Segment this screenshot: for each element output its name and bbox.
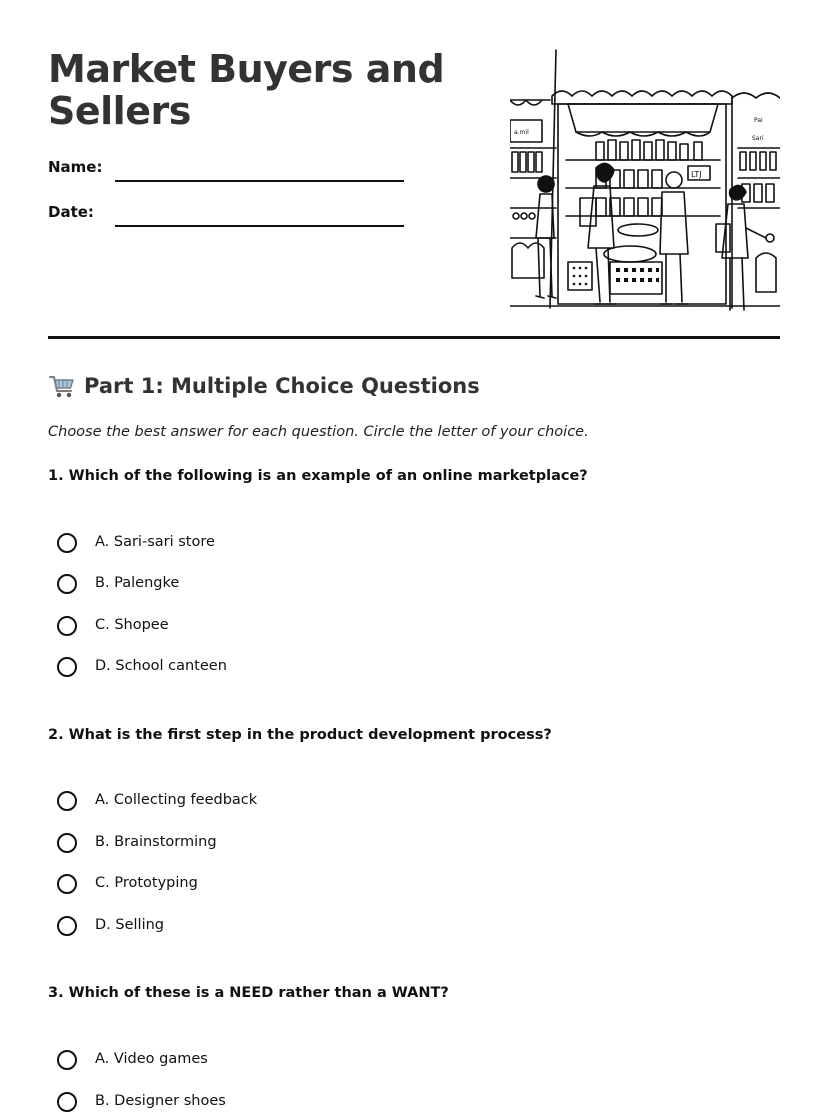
radio-circle-icon[interactable]	[57, 533, 77, 553]
svg-text:Sari: Sari	[752, 135, 764, 142]
option-a[interactable]	[57, 1049, 457, 1075]
worksheet-page	[48, 0, 780, 1118]
radio-circle-icon[interactable]	[57, 916, 77, 936]
svg-text:a.mil: a.mil	[514, 129, 529, 136]
option-label: A. Sari-sari store	[95, 534, 215, 550]
section-title-text: Part 1: Multiple Choice Questions	[84, 374, 480, 398]
option-c[interactable]	[57, 615, 457, 641]
option-label: C. Prototyping	[95, 875, 198, 891]
radio-circle-icon[interactable]	[57, 833, 77, 853]
name-line[interactable]	[115, 180, 404, 182]
option-a[interactable]	[57, 532, 457, 558]
radio-circle-icon[interactable]	[57, 874, 77, 894]
name-label: Name:	[48, 158, 103, 176]
svg-text:LTJ: LTJ	[691, 170, 702, 179]
option-d[interactable]	[57, 915, 457, 941]
option-b[interactable]	[57, 832, 457, 858]
header-divider	[48, 336, 780, 339]
radio-circle-icon[interactable]	[57, 574, 77, 594]
option-label: A. Collecting feedback	[95, 792, 258, 808]
name-field	[48, 158, 408, 188]
worksheet-header	[48, 0, 780, 340]
option-c[interactable]	[57, 873, 457, 899]
option-label: B. Brainstorming	[95, 834, 217, 850]
option-d[interactable]	[57, 656, 457, 682]
svg-text:Pai: Pai	[754, 117, 763, 124]
radio-circle-icon[interactable]	[57, 657, 77, 677]
question-text: 3. Which of these is a NEED rather than a WANT?	[48, 985, 449, 1001]
option-label: B. Designer shoes	[95, 1093, 226, 1109]
question-text: 1. Which of the following is an example of an online marketplace?	[48, 468, 588, 484]
radio-circle-icon[interactable]	[57, 1092, 77, 1112]
date-line[interactable]	[115, 225, 404, 227]
option-label: D. School canteen	[95, 658, 227, 674]
option-a[interactable]	[57, 790, 457, 816]
section-heading	[48, 372, 748, 406]
option-label: A. Video games	[95, 1051, 208, 1067]
radio-circle-icon[interactable]	[57, 1050, 77, 1070]
market-stall-illustration	[510, 48, 780, 318]
date-field	[48, 203, 408, 233]
instructions-text: Choose the best answer for each question. Circle the letter of your choice.	[48, 424, 589, 440]
date-label: Date:	[48, 203, 94, 221]
radio-circle-icon[interactable]	[57, 616, 77, 636]
radio-circle-icon[interactable]	[57, 791, 77, 811]
question-text: 2. What is the first step in the product development process?	[48, 727, 552, 743]
shopping-cart-icon	[48, 372, 76, 400]
option-b[interactable]	[57, 1091, 457, 1117]
option-label: D. Selling	[95, 917, 164, 933]
option-label: C. Shopee	[95, 617, 169, 633]
page-title: Market Buyers and Sellers	[48, 47, 445, 133]
option-label: B. Palengke	[95, 575, 180, 591]
option-b[interactable]	[57, 573, 457, 599]
